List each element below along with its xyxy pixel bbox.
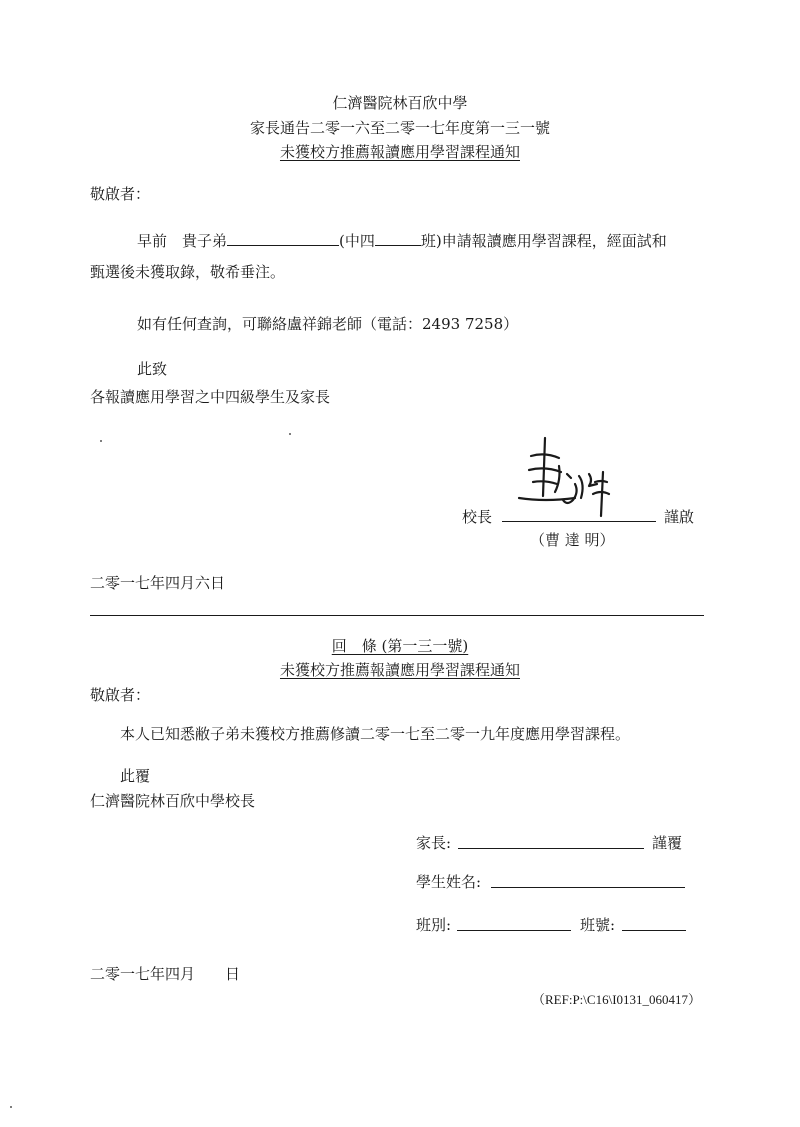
principal-name: （曹 達 明） bbox=[530, 531, 615, 549]
parent-respectfully: 謹覆 bbox=[652, 834, 683, 852]
student-name-label: 學生姓名: bbox=[416, 873, 482, 891]
reference-code: （REF:P:\C16\I0131_060417） bbox=[532, 992, 702, 1007]
class-field[interactable] bbox=[457, 930, 571, 931]
notice-title: 未獲校方推薦報讀應用學習課程通知 bbox=[279, 143, 520, 161]
recipient: 各報讀應用學習之中四級學生及家長 bbox=[90, 388, 331, 406]
reply-salutation: 敬啟者： bbox=[90, 686, 151, 704]
parent-signature-field[interactable] bbox=[458, 848, 644, 849]
letter-date: 二零一七年四月六日 bbox=[90, 574, 226, 592]
principal-respectfully: 謹啟 bbox=[664, 508, 695, 526]
parent-label: 家長: bbox=[416, 834, 452, 852]
reply-date: 二零一七年四月 日 bbox=[90, 965, 241, 983]
class-blank bbox=[375, 231, 421, 246]
student-name-blank bbox=[227, 231, 339, 246]
reply-title: 回 條 (第一三一號) bbox=[331, 637, 469, 655]
reply-recipient: 仁濟醫院林百欣中學校長 bbox=[90, 792, 256, 810]
student-name-field[interactable] bbox=[491, 887, 685, 888]
reply-title-wrap bbox=[0, 635, 800, 656]
scan-speck bbox=[289, 433, 291, 435]
notice-title-wrap bbox=[0, 141, 800, 162]
reply-subtitle: 未獲校方推薦報讀應用學習課程通知 bbox=[279, 661, 520, 679]
reply-subtitle-wrap bbox=[0, 659, 800, 680]
p1-part-b: (中四 bbox=[339, 232, 375, 250]
p1-part-c: 班)申請報讀應用學習課程，經面試和 bbox=[420, 232, 667, 250]
salutation: 敬啟者： bbox=[90, 185, 151, 203]
closing: 此致 bbox=[137, 360, 168, 378]
school-name: 仁濟醫院林百欣中學 bbox=[332, 94, 468, 112]
paragraph-1-line-2: 甄選後未獲取錄，敬希垂注。 bbox=[90, 263, 286, 281]
class-number-label: 班號: bbox=[580, 916, 616, 934]
paragraph-1-line-1 bbox=[137, 230, 667, 251]
scan-speck bbox=[100, 440, 102, 442]
notice-number: 家長通告二零一六至二零一七年度第一三一號 bbox=[249, 119, 550, 137]
class-label: 班別: bbox=[416, 916, 452, 934]
paragraph-2: 如有任何查詢，可聯絡盧祥錦老師（電話：2493 7258） bbox=[137, 315, 519, 333]
class-number-field[interactable] bbox=[622, 930, 686, 931]
principal-signature-line bbox=[502, 521, 656, 522]
principal-signature bbox=[515, 436, 635, 526]
p1-part-a: 早前 貴子弟 bbox=[137, 232, 228, 250]
principal-label: 校長 bbox=[462, 508, 493, 526]
reply-closing: 此覆 bbox=[120, 767, 151, 785]
reply-body: 本人已知悉敝子弟未獲校方推薦修讀二零一七至二零一九年度應用學習課程。 bbox=[120, 725, 631, 743]
tear-off-divider bbox=[90, 615, 704, 616]
scan-speck bbox=[10, 1106, 12, 1108]
